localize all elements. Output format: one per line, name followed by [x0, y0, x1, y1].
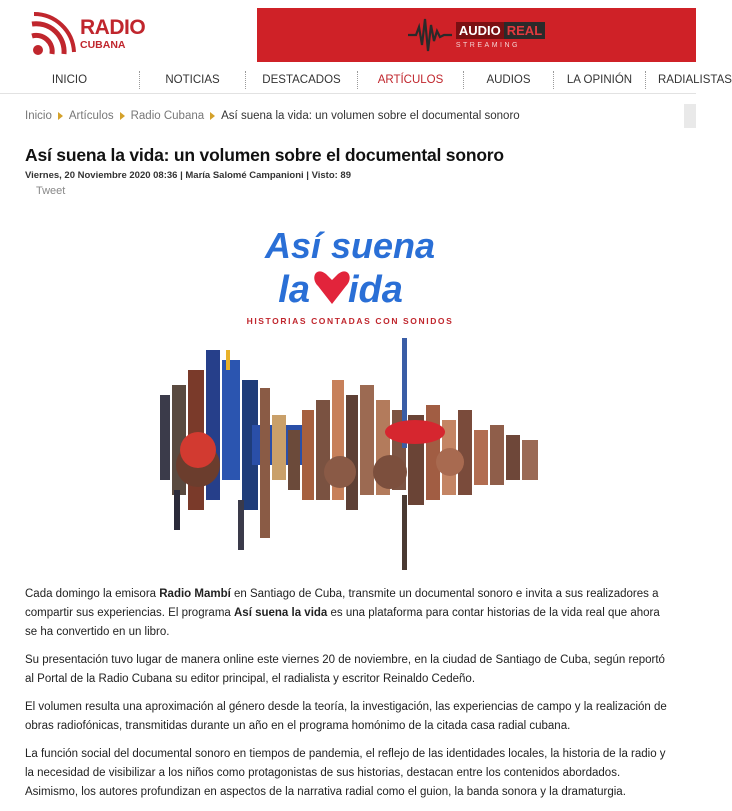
side-scroll-tab[interactable] — [684, 104, 696, 128]
nav-item-radialistas[interactable]: RADIALISTAS — [658, 73, 732, 86]
crowd-waveform-collage — [160, 338, 538, 570]
paragraph-text: es una plataforma para contar historias de la vida real que ahora se ha convertido en un libro. — [25, 607, 660, 638]
site-logo[interactable] — [30, 8, 150, 60]
heart-v-icon — [314, 271, 349, 304]
article-paragraph — [25, 585, 673, 642]
radio-waves-logo-icon — [30, 12, 74, 56]
hero-tagline: HISTORIAS CONTADAS CON SONIDOS — [246, 316, 454, 326]
logo-cubana-text: CUBANA — [80, 39, 126, 52]
hero-title-la: la — [278, 269, 310, 311]
main-navigation — [0, 66, 732, 94]
hero-title-vida: ida — [348, 269, 403, 311]
breadcrumb-inicio[interactable]: Inicio — [25, 110, 52, 122]
breadcrumb-radio-cubana[interactable]: Radio Cubana — [130, 110, 205, 122]
banner-audio-label: AUDIO — [456, 22, 504, 39]
breadcrumb — [25, 110, 520, 122]
audio-real-streaming-banner[interactable] — [257, 8, 696, 62]
banner-streaming-label: STREAMING — [455, 41, 520, 49]
nav-item-noticias[interactable]: NOTICIAS — [140, 71, 246, 89]
paragraph-bold-program: Así suena la vida — [234, 607, 328, 619]
paragraph-text: Cada domingo la emisora — [25, 588, 160, 600]
nav-item-destacados[interactable]: DESTACADOS — [246, 71, 358, 89]
article-title: Así suena la vida: un volumen sobre el documental sonoro — [25, 145, 504, 165]
article-hero-image — [150, 210, 550, 580]
article-paragraph: Su presentación tuvo lugar de manera online este viernes 20 de noviembre, en la ciudad de Santiago de Cuba, según reportó al Portal de la Radio Cubana su editor principal, el radialista y escritor Reinaldo Cedeño. — [25, 654, 665, 685]
tweet-button[interactable]: Tweet — [36, 185, 66, 197]
paragraph-bold-radio-mambi: Radio Mambí — [159, 588, 231, 600]
breadcrumb-arrow-icon — [210, 112, 215, 120]
logo-radio-text: RADIO — [80, 16, 146, 40]
breadcrumb-arrow-icon — [120, 112, 125, 120]
nav-item-articulos[interactable]: ARTÍCULOS — [358, 71, 464, 89]
article-paragraph: El volumen resulta una aproximación al género desde la teoría, la investigación, las experiencias de campo y la realización de obras radiofónicas, transmitidas durante un año en el programa homónimo de la citada casa radial cubana. — [25, 701, 667, 732]
site-header — [0, 0, 696, 66]
banner-real-label: REAL — [504, 22, 545, 39]
breadcrumb-arrow-icon — [58, 112, 63, 120]
audio-waveform-icon — [408, 15, 452, 55]
nav-item-la-opinion[interactable]: LA OPINIÓN — [554, 71, 646, 89]
breadcrumb-articulos[interactable]: Artículos — [68, 110, 114, 122]
article-paragraph: La función social del documental sonoro en tiempos de pandemia, el reflejo de las identidades locales, la historia de la radio y la necesidad de visibilizar a los niños como protagonistas de sus historias, destacan entre los contenidos abordados. Asimismo, los autores profundizan en aspectos de la narrativa radial como el guion, la banda sonora y la dramaturgia. — [25, 748, 666, 798]
paragraph-text: en Santiago de Cuba, transmite un documental sonoro e invita a sus realizadores a compartir sus experiencias. El programa — [25, 588, 659, 619]
nav-item-inicio[interactable]: INICIO — [0, 71, 140, 89]
nav-item-audios[interactable]: AUDIOS — [464, 71, 554, 89]
article-body — [25, 585, 673, 811]
article-meta: Viernes, 20 Noviembre 2020 08:36 | María Salomé Campanioni | Visto: 89 — [25, 170, 352, 181]
hero-title-line1: Así suena — [264, 225, 436, 266]
breadcrumb-current: Así suena la vida: un volumen sobre el documental sonoro — [221, 110, 520, 122]
